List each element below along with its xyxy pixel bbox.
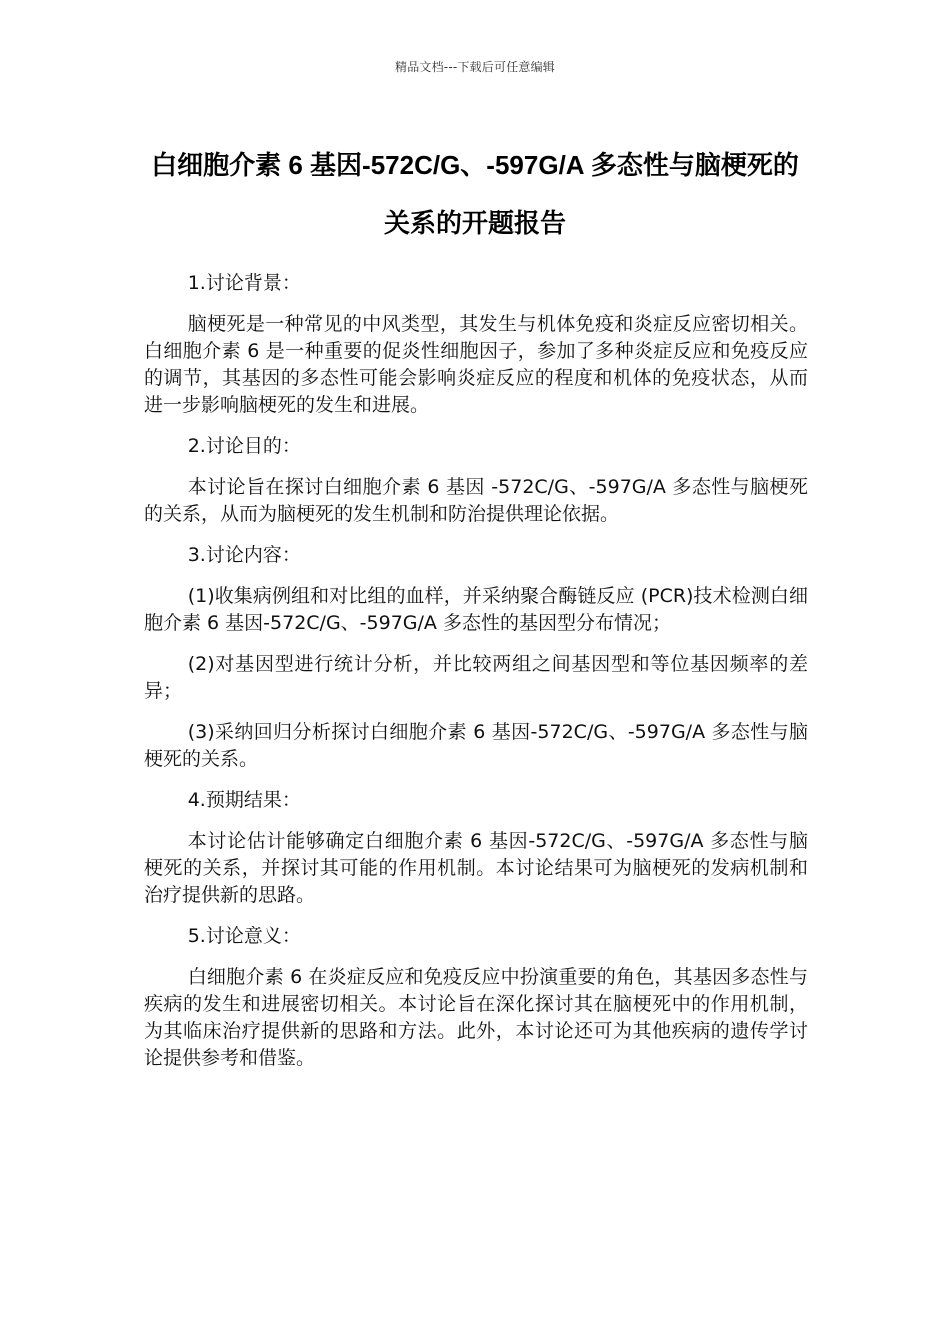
- section-heading: 4.预期结果：: [187, 789, 301, 811]
- section-heading: 2.讨论目的：: [187, 435, 301, 457]
- page-header: 精品文档---下载后可任意编辑: [395, 60, 555, 74]
- paragraph: 本讨论估计能够确定白细胞介素 6 基因-572C/G、-597G/A 多态性与脑梗死的关系，并探讨其可能的作用机制。本讨论结果可为脑梗死的发病机制和治疗提供新的思路。: [144, 830, 808, 906]
- document-title: 白细胞介素 6 基因-572C/G、-597G/A 多态性与脑梗死的关系的开题报告: [151, 150, 799, 238]
- paragraph: (3)采纳回归分析探讨白细胞介素 6 基因-572C/G、-597G/A 多态性与脑梗死的关系。: [144, 721, 808, 770]
- paragraph: 脑梗死是一种常见的中风类型，其发生与机体免疫和炎症反应密切相关。白细胞介素 6 是一种重要的促炎性细胞因子，参加了多种炎症反应和免疫反应的调节，其基因的多态性可能会影响炎症反应的程度和机体的免疫状态，从而进一步影响脑梗死的发生和进展。: [144, 313, 808, 416]
- paragraph: (1)收集病例组和对比组的血样，并采纳聚合酶链反应 (PCR)技术检测白细胞介素 6 基因-572C/G、-597G/A 多态性的基因型分布情况；: [144, 585, 808, 634]
- section-heading: 1.讨论背景：: [187, 272, 301, 294]
- paragraph: (2)对基因型进行统计分析，并比较两组之间基因型和等位基因频率的差异；: [144, 653, 808, 702]
- section-heading: 5.讨论意义：: [187, 925, 301, 947]
- document-body: [144, 270, 808, 1086]
- paragraph: 本讨论旨在探讨白细胞介素 6 基因 -572C/G、-597G/A 多态性与脑梗死的关系，从而为脑梗死的发生机制和防治提供理论依据。: [144, 476, 808, 525]
- paragraph: 白细胞介素 6 在炎症反应和免疫反应中扮演重要的角色，其基因多态性与疾病的发生和进展密切相关。本讨论旨在深化探讨其在脑梗死中的作用机制，为其临床治疗提供新的思路和方法。此外，本讨论还可为其他疾病的遗传学讨论提供参考和借鉴。: [144, 966, 808, 1069]
- section-heading: 3.讨论内容：: [187, 544, 301, 566]
